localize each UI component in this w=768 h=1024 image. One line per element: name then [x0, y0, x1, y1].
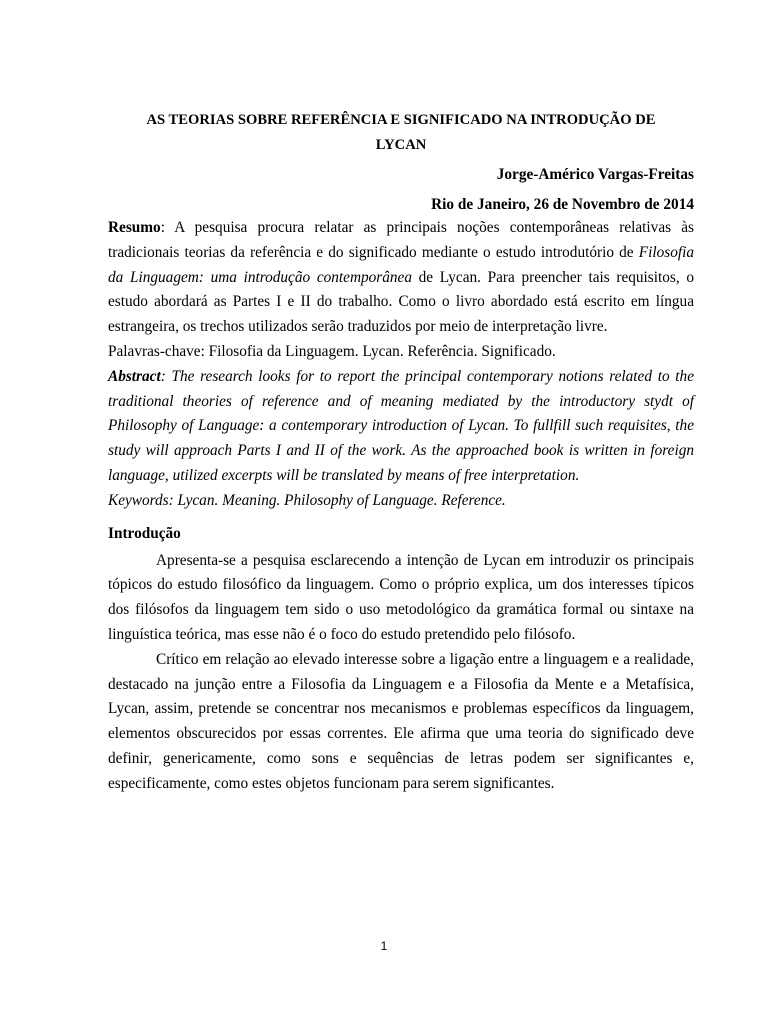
section-heading-introducao: Introdução: [108, 524, 181, 542]
page-number: 1: [380, 939, 388, 953]
title-line-2: LYCAN: [375, 137, 427, 153]
abstract-text: : The research looks for to report the principal contemporary notions related to the traditional theories of reference and of meaning mediated by the introductory stydt of Philosophy of Language: a contemporary introduction of Lycan. To fullfill such requisites, the study will approach Parts I and II of the work. As the approached book is written in foreign language, utilized excerpts will be translated by means of free interpretation.: [108, 367, 694, 484]
abstract-paragraph: [108, 365, 694, 489]
resumo-paragraph: [108, 216, 694, 340]
place-date: Rio de Janeiro, 26 de Novembro de 2014: [431, 196, 694, 213]
resumo-book-title: Filosofia da Linguagem: uma introdução contemporânea: [108, 243, 694, 286]
resumo-label: Resumo: [108, 219, 161, 236]
palavras-chave: Palavras-chave: Filosofia da Linguagem. Lycan. Referência. Significado.: [108, 342, 556, 360]
document-title: [108, 108, 694, 158]
intro-paragraph-2: Crítico em relação ao elevado interesse sobre a ligação entre a linguagem e a realidade, destacado na junção entre a Filosofia da Linguagem e a Filosofia da Mente e a Metafísica, Lycan, assim, pretende se concentrar nos mecanismos e problemas específicos da linguagem, elementos obscurecidos por essas correntes. Ele afirma que uma teoria do significado deve definir, genericamente, como sons e sequências de letras podem ser significantes e, especificamente, como estes objetos funcionam para serem significantes.: [108, 650, 694, 792]
resumo-text-2: de Lycan. Para preencher tais requisitos, o estudo abordará as Partes I e II do trabalho. Como o livro abordado está escrito em língua estrangeira, os trechos utilizados serão traduzidos por meio de interpretação livre.: [108, 268, 694, 336]
page-content: [108, 108, 694, 797]
abstract-label: Abstract: [108, 367, 161, 385]
intro-paragraph-1: Apresenta-se a pesquisa esclarecendo a intenção de Lycan em introduzir os principais tópicos do estudo filosófico da linguagem. Como o próprio explica, um dos interesses típicos dos filósofos da linguagem tem sido o uso metodológico da gramática formal ou sintaxe na linguística teórica, mas esse não é o foco do estudo pretendido pelo filósofo.: [108, 551, 694, 643]
resumo-text-1: : A pesquisa procura relatar as principais noções contemporâneas relativas às tradicionais teorias da referência e do significado mediante o estudo introdutório de: [108, 219, 694, 261]
keywords: Keywords: Lycan. Meaning. Philosophy of Language. Reference.: [108, 491, 506, 509]
title-line-1: AS TEORIAS SOBRE REFERÊNCIA E SIGNIFICADO NA INTRODUÇÃO DE: [146, 112, 656, 128]
author-name: Jorge-Américo Vargas-Freitas: [496, 166, 694, 183]
